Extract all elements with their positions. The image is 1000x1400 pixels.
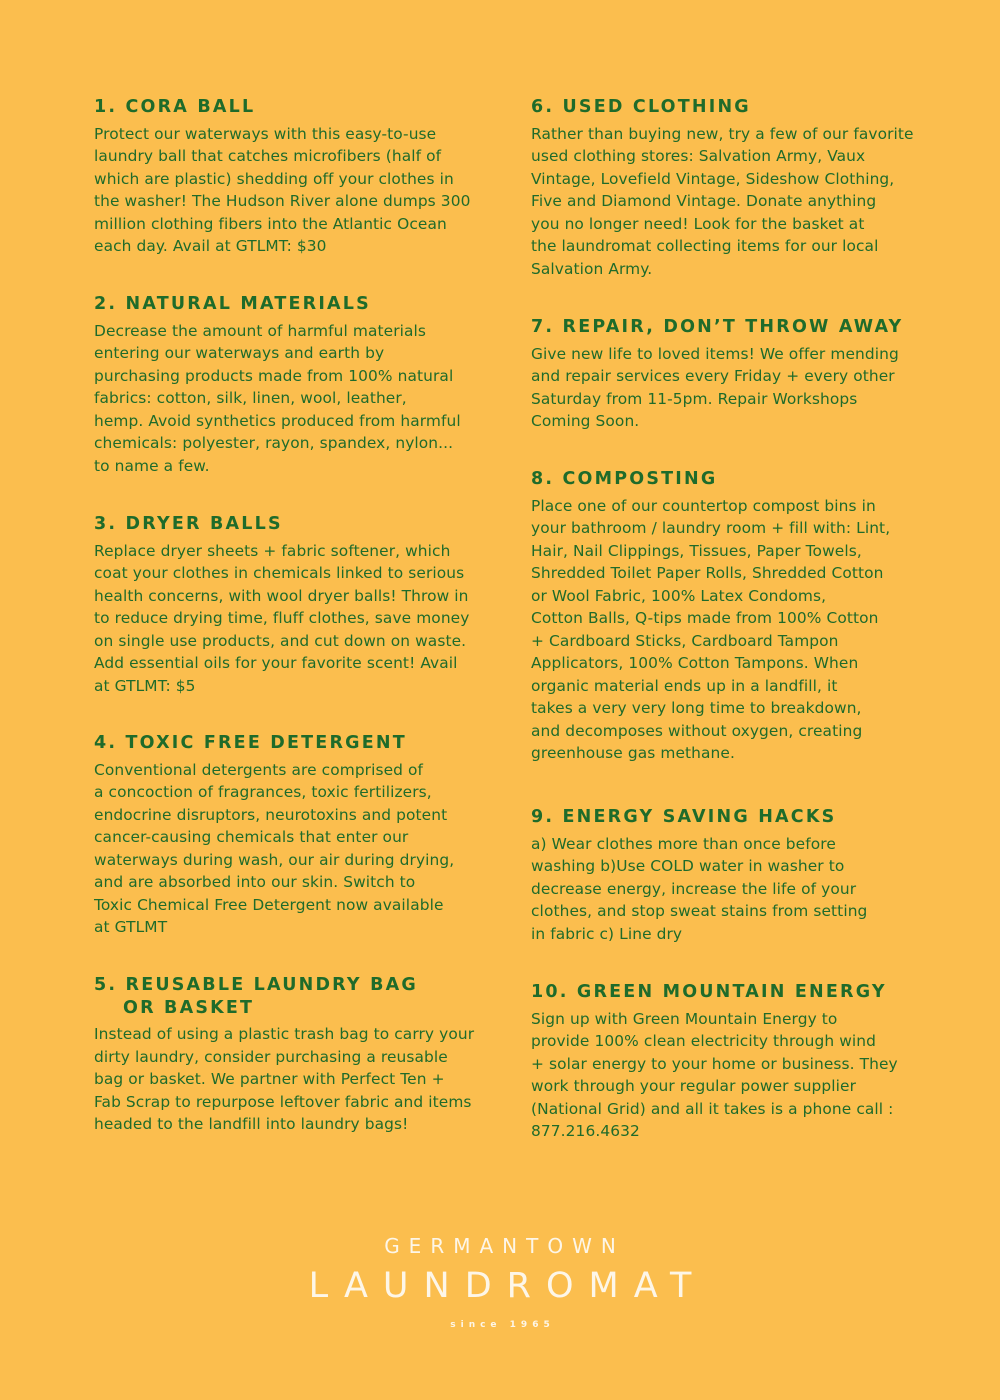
tip-energy-saving-hacks: [531, 806, 916, 945]
tip-heading: 9. ENERGY SAVING HACKS: [531, 807, 837, 827]
tip-body: Decrease the amount of harmful materials entering our waterways and earth by purchasing products made from 100% natural fabrics: cotton, silk, linen, wool, leather, hemp. Avoid synthetics produced from harmful chemicals: polyester, rayon, spandex, nylon... to name a few.: [94, 321, 461, 475]
tip-used-clothing: [531, 96, 916, 280]
tip-green-mountain-energy: [531, 981, 916, 1143]
tip-repair: [531, 316, 916, 433]
tip-heading: 2. NATURAL MATERIALS: [94, 294, 371, 314]
tip-heading: [94, 974, 479, 1019]
tip-body: Sign up with Green Mountain Energy to provide 100% clean electricity through wind + solar energy to your home or business. They work through your regular power supplier (National Grid) and all it takes is a phone call : 877.216.4632: [531, 1009, 898, 1140]
tip-heading: 10. GREEN MOUNTAIN ENERGY: [531, 982, 887, 1002]
tip-heading: 7. REPAIR, DON’T THROW AWAY: [531, 317, 904, 337]
tip-heading-line1: 5. REUSABLE LAUNDRY BAG: [94, 975, 418, 995]
tip-body: Protect our waterways with this easy-to-use laundry ball that catches microfibers (half of which are plastic) shedding off your clothes in the washer! The Hudson River alone dumps 300 million clothing fibers into the Atlantic Ocean each day. Avail at GTLMT: $30: [94, 124, 471, 255]
tip-heading-line2: OR BASKET: [123, 997, 255, 1018]
tip-body: Instead of using a plastic trash bag to carry your dirty laundry, consider purchasing a reusable bag or basket. We partner with Perfect Ten + Fab Scrap to repurpose leftover fabric and items headed to the landfill into laundry bags!: [94, 1025, 475, 1133]
tip-body: Conventional detergents are comprised of a concoction of fragrances, toxic fertilizers, endocrine disruptors, neurotoxins and potent cancer-causing chemicals that enter our waterways during wash, our air during drying, and are absorbed into our skin. Switch to Toxic Chemical Free Detergent now available at GTLMT: [94, 760, 455, 936]
tip-heading: 8. COMPOSTING: [531, 469, 718, 489]
logo-germantown: GERMANTOWN: [384, 1234, 625, 1258]
laundromat-logo: [0, 1228, 1000, 1330]
tip-body: a) Wear clothes more than once before washing b)Use COLD water in washer to decrease energy, increase the life of your clothes, and stop sweat stains from setting in fabric c) Line dry: [531, 834, 868, 943]
tip-heading: 1. CORA BALL: [94, 97, 256, 117]
tip-body: Place one of our countertop compost bins in your bathroom / laundry room + fill with: Lint, Hair, Nail Clippings, Tissues, Paper Towels, Shredded Toilet Paper Rolls, Shredded Cotton or Wool Fabric, 100% Latex Condoms, Cotton Balls, Q-tips made from 100% Cotton + Cardboard Sticks, Cardboard Tampon Applicators, 100% Cotton Tampons. When organic material ends up in a landfill, it takes a very very long time to breakdown, and decomposes without oxygen, creating greenhouse gas methane.: [531, 496, 891, 762]
tip-heading: 4. TOXIC FREE DETERGENT: [94, 733, 407, 753]
tip-heading: 6. USED CLOTHING: [531, 97, 751, 117]
tip-body: Replace dryer sheets + fabric softener, which coat your clothes in chemicals linked to serious health concerns, with wool dryer balls! Throw in to reduce drying time, fluff clothes, save money on single use products, and cut down on waste. Add essential oils for your favorite scent! Avail at GTLMT: $5: [94, 541, 470, 695]
tip-heading: 3. DRYER BALLS: [94, 514, 283, 534]
tip-reusable-laundry-bag: [94, 974, 479, 1136]
tip-body: Give new life to loved items! We offer mending and repair services every Friday + every other Saturday from 11-5pm. Repair Workshops Coming Soon.: [531, 344, 899, 430]
logo-laundromat: LAUNDROMAT: [308, 1266, 707, 1306]
logo-since: since 1965: [450, 1320, 555, 1330]
tip-composting: [531, 468, 916, 765]
tip-cora-ball: [94, 96, 479, 258]
tip-body: Rather than buying new, try a few of our favorite used clothing stores: Salvation Army, Vaux Vintage, Lovefield Vintage, Sideshow Clothing, Five and Diamond Vintage. Donate anything you no longer need! Look for the basket at the laundromat collecting items for our local Salvation Army.: [531, 124, 914, 278]
tip-dryer-balls: [94, 513, 479, 697]
tip-toxic-free-detergent: [94, 732, 479, 939]
tip-natural-materials: [94, 293, 479, 477]
